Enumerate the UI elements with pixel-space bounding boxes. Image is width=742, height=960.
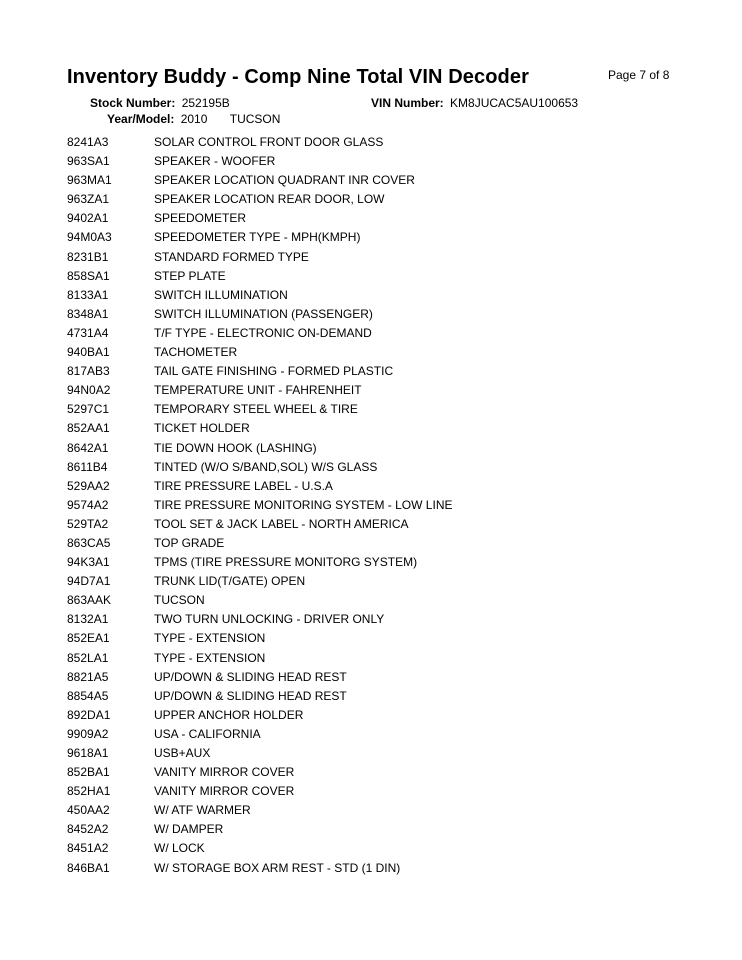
list-item [67,839,687,858]
year-value: 2010 [180,112,208,126]
option-description: SPEAKER LOCATION REAR DOOR, LOW [154,192,385,207]
option-description: W/ STORAGE BOX ARM REST - STD (1 DIN) [154,860,401,875]
list-item [67,343,687,362]
option-description: TOOL SET & JACK LABEL - NORTH AMERICA [154,516,409,531]
list-item [67,381,687,400]
list-item [67,419,687,438]
list-item [67,458,687,477]
option-code: 8854A5 [67,688,109,703]
decoder-list [67,133,687,878]
option-code: 852AA1 [67,421,110,436]
option-description: TEMPORARY STEEL WHEEL & TIRE [154,402,358,417]
option-description: TAIL GATE FINISHING - FORMED PLASTIC [154,364,394,379]
option-code: 94N0A2 [67,383,111,398]
option-code: 8133A1 [67,287,109,302]
list-item [67,687,687,706]
option-description: SWITCH ILLUMINATION (PASSENGER) [154,306,373,321]
list-item [67,820,687,839]
stock-number-label: Stock Number: [90,96,176,110]
list-item [67,477,687,496]
option-code: 8642A1 [67,440,109,455]
option-code: 817AB3 [67,364,110,379]
option-description: SPEAKER LOCATION QUADRANT INR COVER [154,173,415,188]
option-code: 9618A1 [67,746,109,760]
option-description: TIE DOWN HOOK (LASHING) [154,440,317,455]
option-description: UP/DOWN & SLIDING HEAD REST [154,688,347,703]
option-code: 94M0A3 [67,230,112,245]
option-description: W/ DAMPER [154,822,224,837]
list-item [67,629,687,648]
option-code: 529TA2 [67,516,109,531]
option-code: 5297C1 [67,402,110,417]
list-item [67,801,687,820]
list-item [67,305,687,324]
option-description: SPEAKER - WOOFER [154,154,276,169]
list-item [67,572,687,591]
option-description: VANITY MIRROR COVER [154,784,295,799]
model-value: TUCSON [229,112,281,126]
list-item [67,152,687,171]
option-code: 963MA1 [67,173,112,188]
option-code: 8241A3 [67,135,109,149]
list-item [67,515,687,534]
option-code: 892DA1 [67,707,111,722]
option-code: 963ZA1 [67,192,110,207]
option-code: 9402A1 [67,211,109,226]
option-code: 529AA2 [67,478,110,493]
option-description: STANDARD FORMED TYPE [154,249,309,264]
page-number: Page 7 of 8 [608,68,670,82]
list-item [67,649,687,668]
list-item [67,228,687,247]
option-code: 4731A4 [67,325,109,340]
vin-number-value: KM8JUCAC5AU100653 [450,96,579,110]
stock-number [90,96,230,110]
option-description: USA - CALIFORNIA [154,726,261,741]
option-code: 940BA1 [67,345,110,360]
option-description: TICKET HOLDER [154,421,250,436]
page-title: Inventory Buddy - Comp Nine Total VIN Decoder [67,66,529,88]
list-item [67,209,687,228]
option-code: 8611B4 [67,459,108,474]
option-description: SPEEDOMETER [154,211,247,226]
option-description: TACHOMETER [154,345,238,360]
option-description: SPEEDOMETER TYPE - MPH(KMPH) [154,230,361,245]
list-item [67,859,687,878]
option-code: 8231B1 [67,249,109,264]
option-description: UP/DOWN & SLIDING HEAD REST [154,669,347,684]
vin-number-label: VIN Number: [371,96,444,110]
option-description: USB+AUX [154,746,211,760]
option-code: 9909A2 [67,726,109,741]
list-item [67,782,687,801]
option-description: TINTED (W/O S/BAND,SOL) W/S GLASS [154,459,378,474]
option-code: 852LA1 [67,650,109,665]
option-description: STEP PLATE [154,268,226,283]
list-item [67,439,687,458]
list-item [67,553,687,572]
option-code: 94D7A1 [67,574,111,589]
option-description: VANITY MIRROR COVER [154,765,295,780]
option-code: 863CA5 [67,535,111,550]
option-code: 858SA1 [67,268,110,283]
list-item [67,591,687,610]
option-description: TWO TURN UNLOCKING - DRIVER ONLY [154,612,385,627]
list-item [67,668,687,687]
option-code: 863AAK [67,593,112,608]
option-code: 852BA1 [67,765,110,780]
list-item [67,763,687,782]
list-item [67,133,687,152]
option-description: TPMS (TIRE PRESSURE MONITORG SYSTEM) [154,555,418,570]
option-description: W/ LOCK [154,841,205,856]
list-item [67,171,687,190]
option-description: TYPE - EXTENSION [154,631,266,646]
option-code: 9574A2 [67,497,109,512]
option-code: 8451A2 [67,841,109,856]
list-item [67,248,687,267]
vin-number [371,96,578,110]
option-code: 852HA1 [67,784,111,799]
option-code: 94K3A1 [67,555,110,570]
option-description: SOLAR CONTROL FRONT DOOR GLASS [154,135,384,149]
option-code: 852EA1 [67,631,110,646]
option-code: 8821A5 [67,669,109,684]
list-item [67,286,687,305]
option-description: SWITCH ILLUMINATION [154,287,288,302]
option-description: TUCSON [154,593,205,608]
list-item [67,324,687,343]
list-item [67,610,687,629]
year-model-label: Year/Model: [107,112,175,126]
list-item [67,267,687,286]
year-model [107,112,280,126]
option-description: W/ ATF WARMER [154,803,251,818]
option-code: 8348A1 [67,306,109,321]
list-item [67,744,687,763]
option-description: TRUNK LID(T/GATE) OPEN [154,574,306,589]
list-item [67,190,687,209]
option-description: TIRE PRESSURE MONITORING SYSTEM - LOW LINE [154,497,453,512]
option-description: TYPE - EXTENSION [154,650,266,665]
list-item [67,534,687,553]
option-code: 8452A2 [67,822,109,837]
option-code: 963SA1 [67,154,110,169]
option-code: 8132A1 [67,612,109,627]
list-item [67,725,687,744]
option-description: TEMPERATURE UNIT - FAHRENHEIT [154,383,362,398]
option-description: T/F TYPE - ELECTRONIC ON-DEMAND [154,325,372,340]
list-item [67,706,687,725]
stock-number-value: 252195B [181,96,230,110]
list-item [67,362,687,381]
option-description: UPPER ANCHOR HOLDER [154,707,304,722]
list-item [67,400,687,419]
option-description: TOP GRADE [154,535,225,550]
list-item [67,496,687,515]
option-description: TIRE PRESSURE LABEL - U.S.A [154,478,333,493]
option-code: 450AA2 [67,803,110,818]
option-code: 846BA1 [67,860,110,875]
